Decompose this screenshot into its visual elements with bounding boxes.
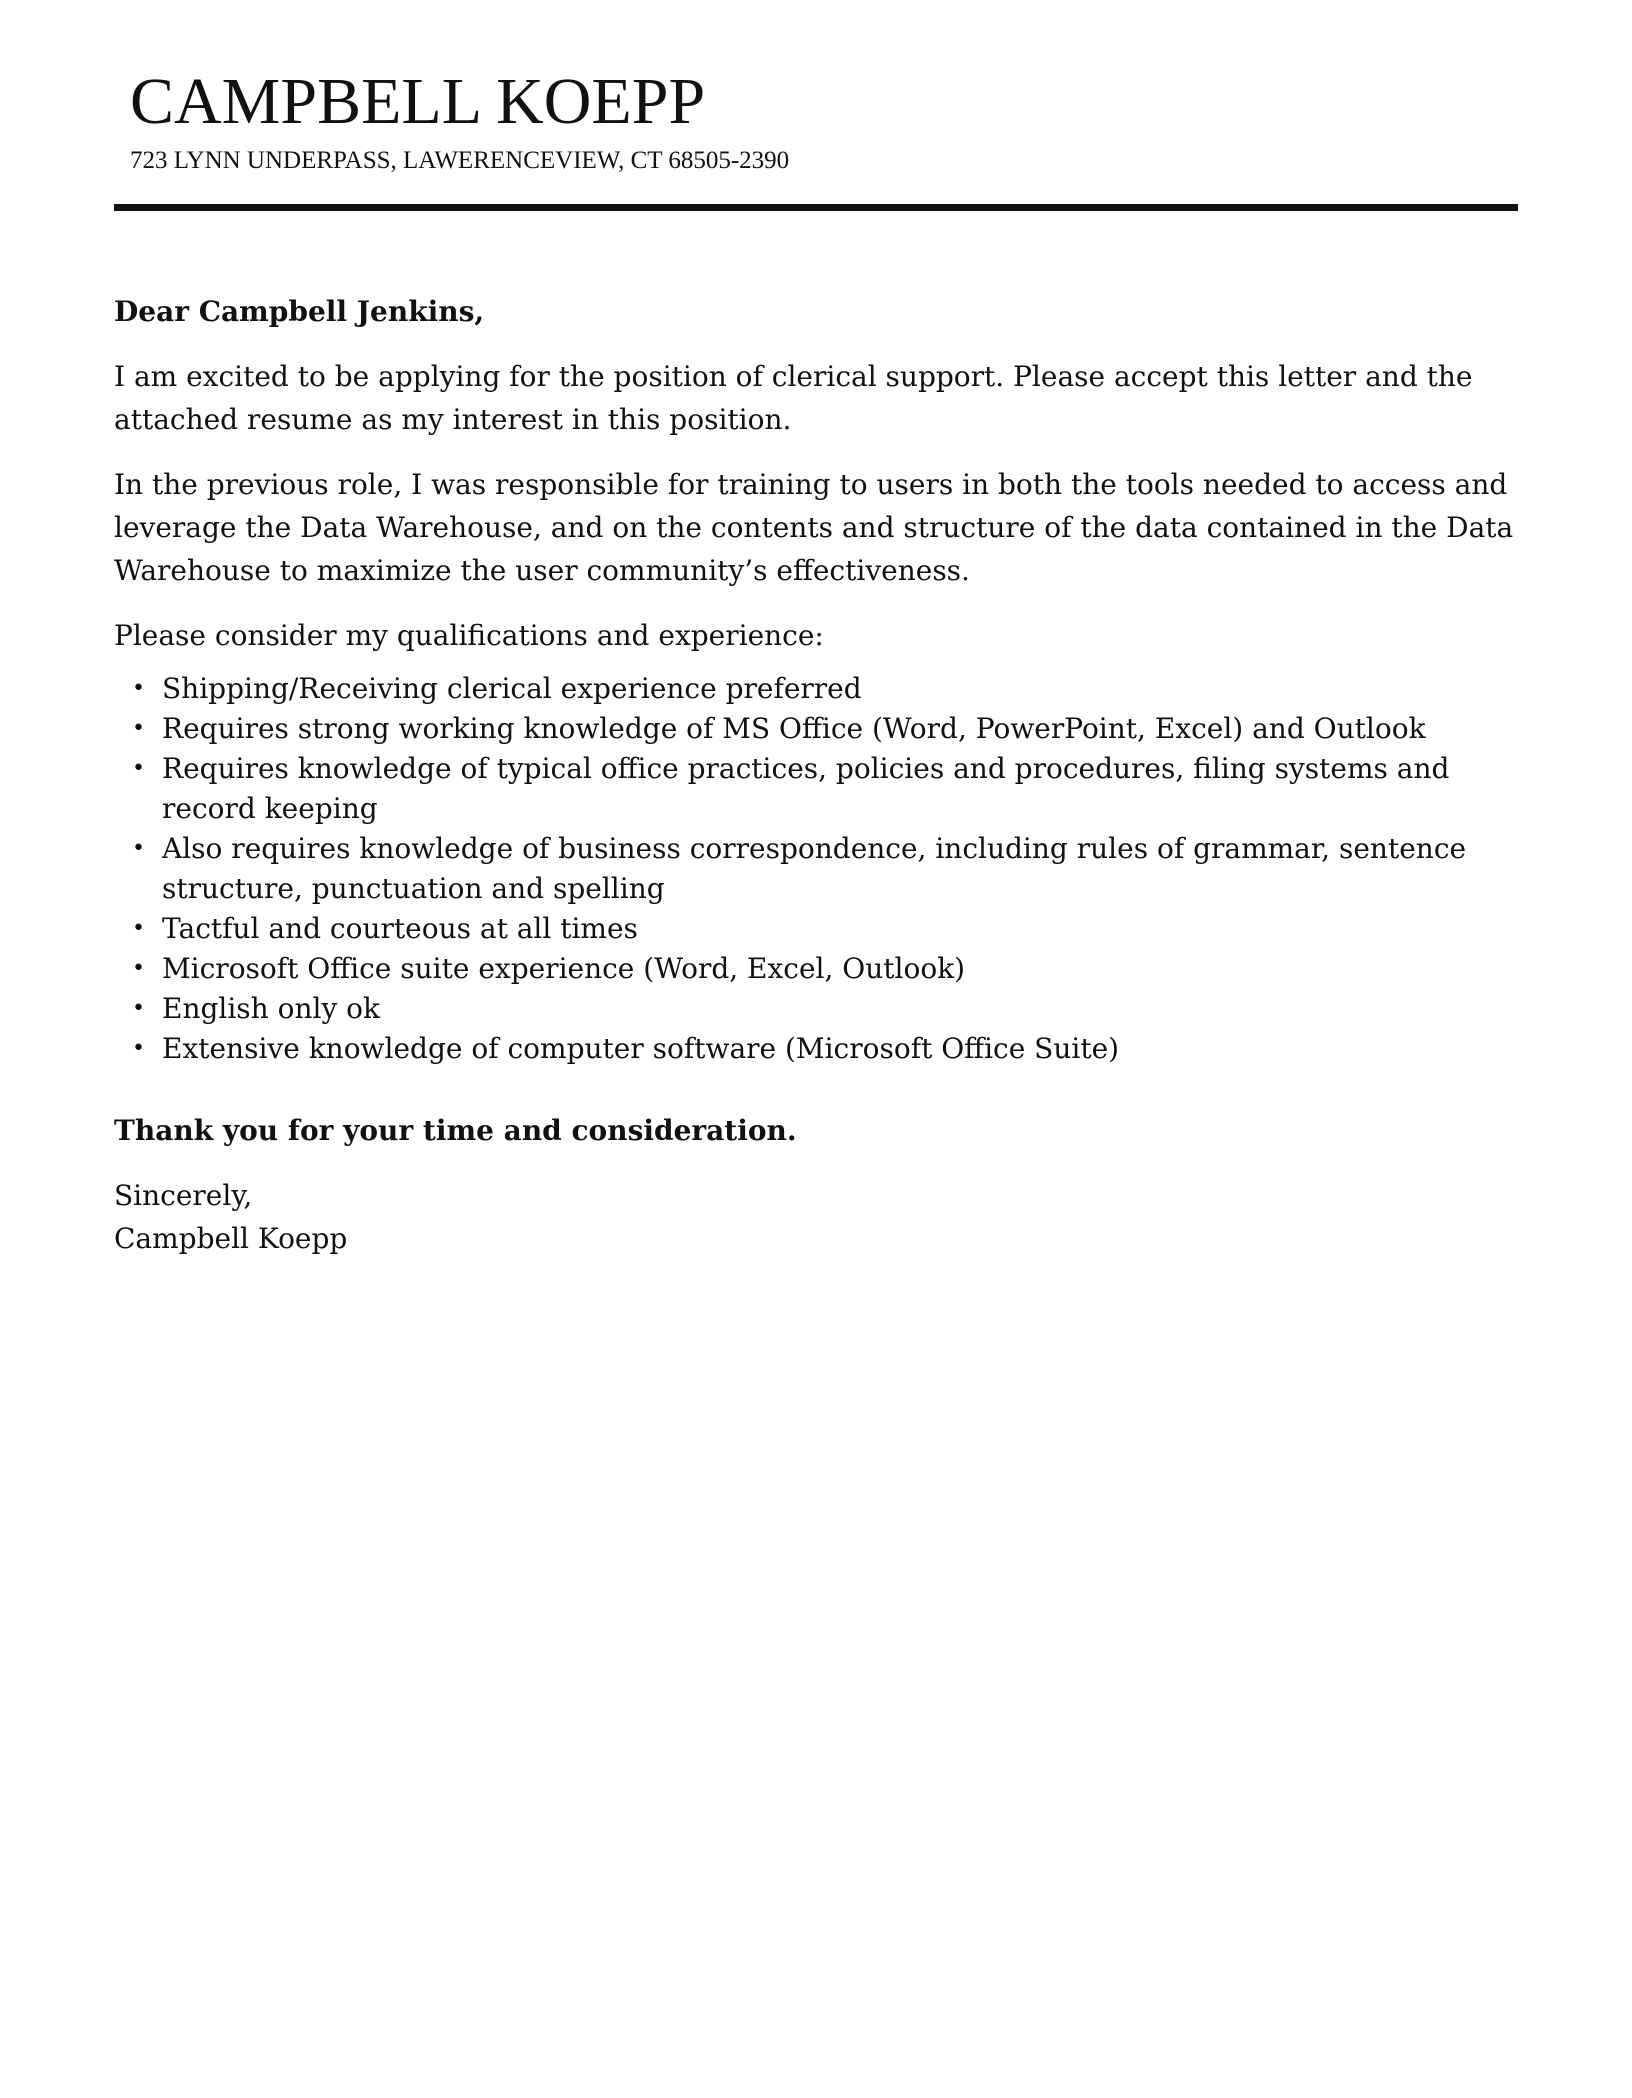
list-item (132, 989, 1514, 1029)
bullet-icon: • (132, 836, 145, 861)
letter-body (114, 290, 1514, 1260)
list-item (132, 669, 1514, 709)
qualifications-list (114, 669, 1514, 1069)
bullet-icon: • (132, 756, 145, 781)
list-item (132, 949, 1514, 989)
list-item-text: English only ok (162, 992, 380, 1025)
bullet-icon: • (132, 716, 145, 741)
signature-name: Campbell Koepp (114, 1222, 348, 1255)
letter-header (130, 62, 1510, 176)
bullet-icon: • (132, 956, 145, 981)
bullet-icon: • (132, 916, 145, 941)
list-item-text: Requires strong working knowledge of MS Office (Word, PowerPoint, Excel) and Outlook (162, 712, 1426, 745)
list-item (132, 709, 1514, 749)
list-item-text: Extensive knowledge of computer software (Microsoft Office Suite) (162, 1032, 1120, 1065)
list-item-text: Tactful and courteous at all times (162, 912, 638, 945)
list-item (132, 909, 1514, 949)
bullet-icon: • (132, 996, 145, 1021)
list-item (132, 1029, 1514, 1069)
list-item-text: Requires knowledge of typical office practices, policies and procedures, filing systems and record keeping (162, 752, 1450, 825)
sender-name: CAMPBELL KOEPP (130, 65, 706, 138)
list-item (132, 749, 1514, 829)
sender-address: 723 LYNN UNDERPASS, LAWERENCEVIEW, CT 68505-2390 (130, 147, 790, 174)
qualifications-intro: Please consider my qualifications and experience: (114, 619, 824, 652)
intro-paragraph: I am excited to be applying for the position of clerical support. Please accept this letter and the attached resume as my interest in this position. (114, 360, 1473, 436)
experience-paragraph: In the previous role, I was responsible for training to users in both the tools needed to access and leverage the Data Warehouse, and on the contents and structure of the data contained in the Data Warehouse to maximize the user community’s effectiveness. (114, 468, 1514, 587)
bullet-icon: • (132, 1036, 145, 1061)
thank-you-line: Thank you for your time and consideration. (114, 1114, 797, 1147)
list-item-text: Shipping/Receiving clerical experience preferred (162, 672, 862, 705)
signoff: Sincerely, (114, 1179, 253, 1212)
bullet-icon: • (132, 676, 145, 701)
list-item-text: Microsoft Office suite experience (Word, Excel, Outlook) (162, 952, 966, 985)
salutation: Dear Campbell Jenkins, (114, 295, 485, 328)
list-item-text: Also requires knowledge of business correspondence, including rules of grammar, sentence structure, punctuation and spelling (162, 832, 1467, 905)
list-item (132, 829, 1514, 909)
header-divider (114, 204, 1518, 211)
